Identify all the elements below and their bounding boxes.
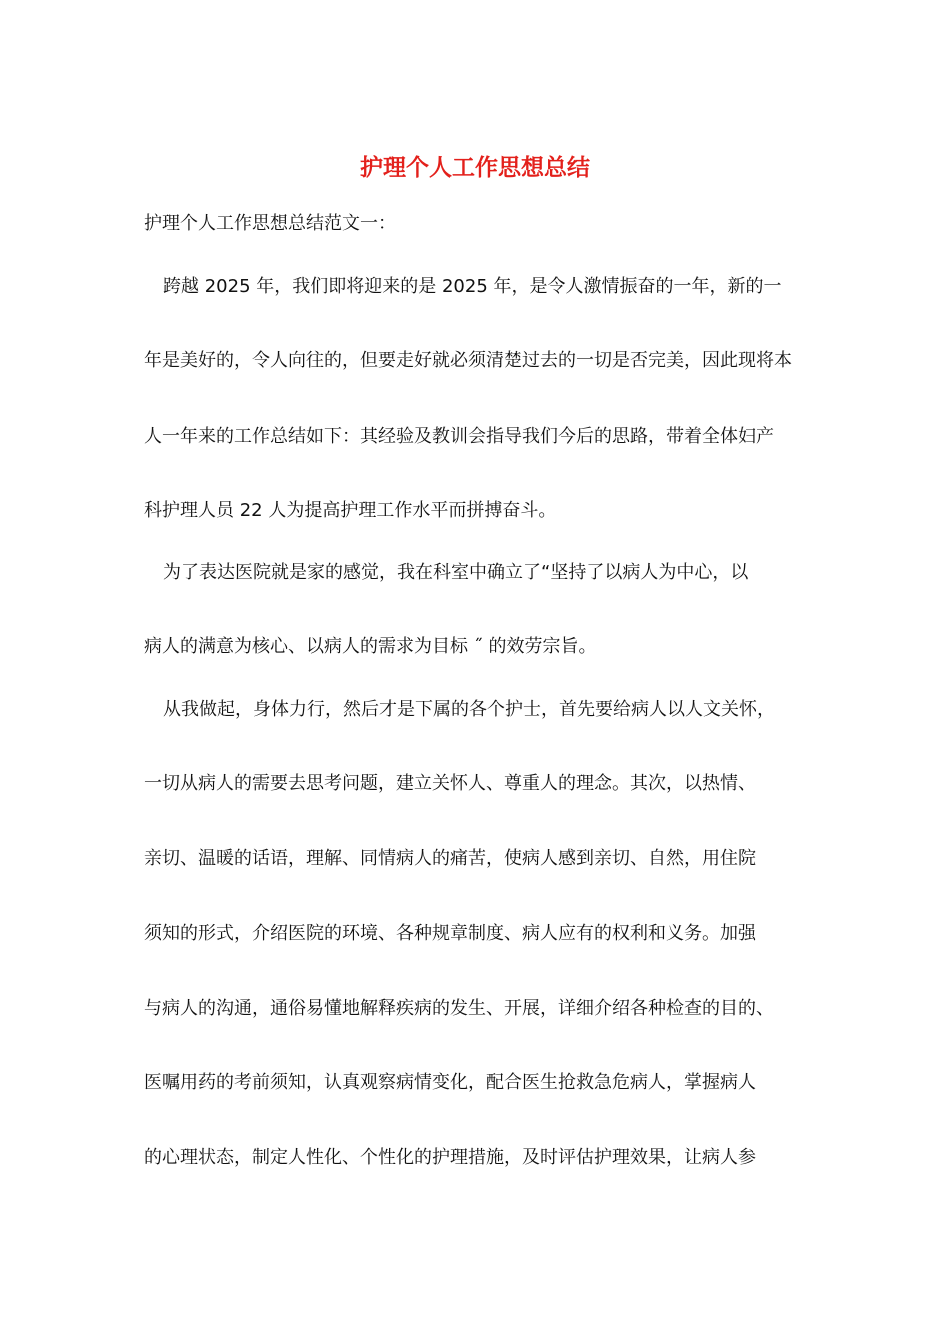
paragraph-line: 病人的满意为核心、以病人的需求为目标 ˝ 的效劳宗旨。: [144, 636, 597, 657]
paragraph-line: 亲切、温暖的话语，理解、同情病人的痛苦，使病人感到亲切、自然，用住院: [144, 848, 756, 869]
paragraph-line: 须知的形式，介绍医院的环境、各种规章制度、病人应有的权利和义务。加强: [144, 923, 756, 944]
paragraph-line: 从我做起，身体力行，然后才是下属的各个护士，首先要给病人以人文关怀，: [163, 699, 775, 720]
paragraph-line: 一切从病人的需要去思考问题，建立关怀人、尊重人的理念。其次，以热情、: [144, 773, 756, 794]
paragraph-line: 的心理状态，制定人性化、个性化的护理措施，及时评估护理效果，让病人参: [144, 1147, 756, 1168]
paragraph-line: 年是美好的，令人向往的，但要走好就必须清楚过去的一切是否完美，因此现将本: [144, 350, 792, 371]
paragraph-line: 人一年来的工作总结如下：其经验及教训会指导我们今后的思路，带着全体妇产: [144, 426, 774, 447]
section-heading: 护理个人工作思想总结范文一：: [144, 213, 396, 234]
paragraph-line: 为了表达医院就是家的感觉，我在科室中确立了“坚持了以病人为中心，以: [163, 562, 749, 583]
paragraph-line: 跨越 2025 年，我们即将迎来的是 2025 年，是令人激情振奋的一年，新的一: [163, 276, 782, 297]
paragraph-line: 医嘱用药的考前须知，认真观察病情变化，配合医生抢救急危病人，掌握病人: [144, 1072, 756, 1093]
paragraph-line: 科护理人员 22 人为提高护理工作水平而拼搏奋斗。: [144, 500, 557, 521]
paragraph-line: 与病人的沟通，通俗易懂地解释疾病的发生、开展，详细介绍各种检查的目的、: [144, 998, 774, 1019]
page-title: 护理个人工作思想总结: [360, 154, 590, 181]
